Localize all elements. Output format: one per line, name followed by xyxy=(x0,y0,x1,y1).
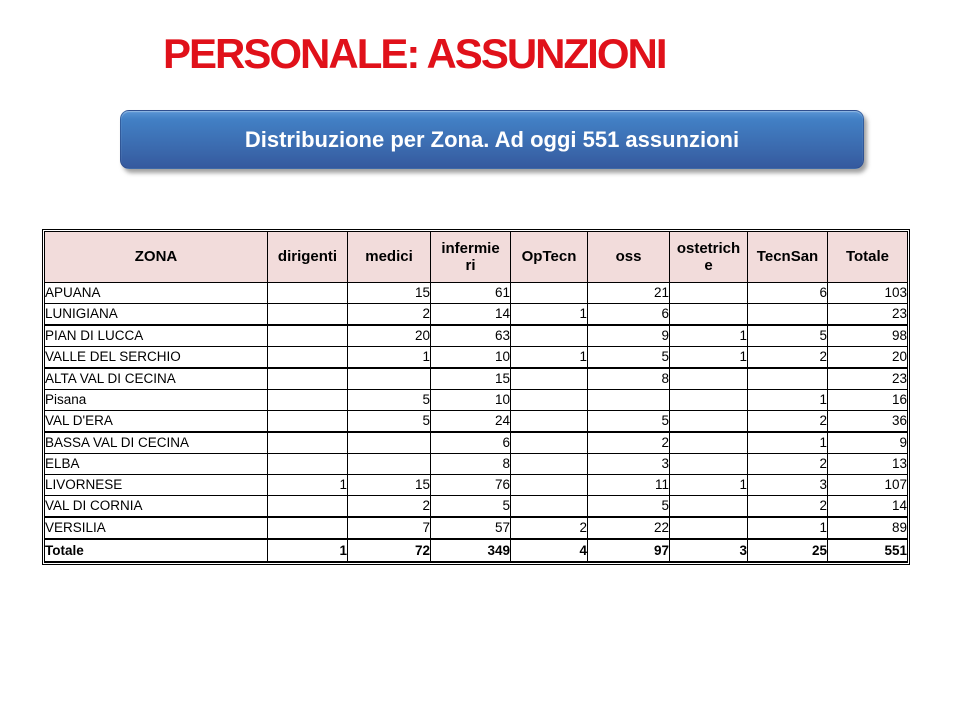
value-cell: 89 xyxy=(828,517,908,539)
value-cell xyxy=(268,517,348,539)
value-cell: 20 xyxy=(828,347,908,369)
table-row xyxy=(45,496,908,518)
col-header-infermieri: infermieri xyxy=(431,232,511,283)
value-cell: 2 xyxy=(348,304,431,326)
value-cell: 22 xyxy=(588,517,670,539)
value-cell: 2 xyxy=(748,496,828,518)
value-cell: 72 xyxy=(348,539,431,562)
value-cell: 36 xyxy=(828,411,908,433)
value-cell xyxy=(670,454,748,475)
value-cell: 11 xyxy=(588,475,670,496)
value-cell: 2 xyxy=(511,517,588,539)
value-cell: 551 xyxy=(828,539,908,562)
zona-cell: VAL D'ERA xyxy=(45,411,268,433)
value-cell xyxy=(511,475,588,496)
value-cell: 1 xyxy=(748,517,828,539)
value-cell: 5 xyxy=(588,496,670,518)
value-cell: 63 xyxy=(431,325,511,347)
value-cell: 1 xyxy=(348,347,431,369)
value-cell: 20 xyxy=(348,325,431,347)
zona-cell: BASSA VAL DI CECINA xyxy=(45,432,268,454)
table-row xyxy=(45,454,908,475)
value-cell: 349 xyxy=(431,539,511,562)
value-cell xyxy=(348,368,431,390)
value-cell: 1 xyxy=(268,475,348,496)
value-cell: 15 xyxy=(431,368,511,390)
total-row xyxy=(45,539,908,562)
value-cell xyxy=(268,390,348,411)
value-cell: 5 xyxy=(588,411,670,433)
value-cell xyxy=(268,411,348,433)
col-header-optecn: OpTecn xyxy=(511,232,588,283)
value-cell: 5 xyxy=(431,496,511,518)
value-cell: 8 xyxy=(431,454,511,475)
value-cell: 2 xyxy=(748,347,828,369)
value-cell: 10 xyxy=(431,347,511,369)
value-cell: 5 xyxy=(348,390,431,411)
zones-table-container xyxy=(42,229,910,565)
value-cell: 14 xyxy=(828,496,908,518)
value-cell xyxy=(511,390,588,411)
table-row xyxy=(45,325,908,347)
value-cell: 10 xyxy=(431,390,511,411)
value-cell: 8 xyxy=(588,368,670,390)
value-cell: 103 xyxy=(828,283,908,304)
value-cell xyxy=(268,496,348,518)
value-cell: 1 xyxy=(670,475,748,496)
value-cell: 57 xyxy=(431,517,511,539)
value-cell: 1 xyxy=(748,432,828,454)
value-cell xyxy=(348,454,431,475)
value-cell xyxy=(511,411,588,433)
zona-cell: Totale xyxy=(45,539,268,562)
value-cell: 1 xyxy=(511,347,588,369)
value-cell: 2 xyxy=(348,496,431,518)
value-cell xyxy=(748,368,828,390)
table-body xyxy=(45,283,908,563)
value-cell xyxy=(268,304,348,326)
value-cell: 15 xyxy=(348,475,431,496)
table-row xyxy=(45,283,908,304)
col-header-tecnsan: TecnSan xyxy=(748,232,828,283)
page-title: PERSONALE: ASSUNZIONI xyxy=(163,30,666,77)
value-cell xyxy=(670,432,748,454)
value-cell: 6 xyxy=(588,304,670,326)
col-header-oss: oss xyxy=(588,232,670,283)
zona-cell: VERSILIA xyxy=(45,517,268,539)
value-cell xyxy=(268,347,348,369)
value-cell: 1 xyxy=(511,304,588,326)
zona-cell: VALLE DEL SERCHIO xyxy=(45,347,268,369)
value-cell: 2 xyxy=(748,411,828,433)
col-header-medici: medici xyxy=(348,232,431,283)
value-cell xyxy=(511,496,588,518)
value-cell: 23 xyxy=(828,368,908,390)
col-header-ostetriche: ostetriche xyxy=(670,232,748,283)
banner-label: Distribuzione per Zona. Ad oggi 551 assunzioni xyxy=(244,126,740,152)
zona-cell: ELBA xyxy=(45,454,268,475)
value-cell: 6 xyxy=(431,432,511,454)
value-cell: 107 xyxy=(828,475,908,496)
value-cell: 25 xyxy=(748,539,828,562)
value-cell: 5 xyxy=(588,347,670,369)
value-cell: 5 xyxy=(348,411,431,433)
value-cell: 14 xyxy=(431,304,511,326)
value-cell xyxy=(348,432,431,454)
col-header-dirigenti: dirigenti xyxy=(268,232,348,283)
value-cell: 21 xyxy=(588,283,670,304)
value-cell xyxy=(511,325,588,347)
value-cell: 2 xyxy=(588,432,670,454)
value-cell: 1 xyxy=(670,325,748,347)
table-row xyxy=(45,432,908,454)
value-cell: 2 xyxy=(748,454,828,475)
value-cell xyxy=(670,304,748,326)
value-cell: 13 xyxy=(828,454,908,475)
table-row xyxy=(45,390,908,411)
zona-cell: APUANA xyxy=(45,283,268,304)
value-cell xyxy=(268,454,348,475)
value-cell xyxy=(268,283,348,304)
col-header-zona: ZONA xyxy=(45,232,268,283)
zona-cell: Pisana xyxy=(45,390,268,411)
value-cell: 23 xyxy=(828,304,908,326)
table-row xyxy=(45,475,908,496)
value-cell: 1 xyxy=(268,539,348,562)
value-cell xyxy=(511,454,588,475)
value-cell: 9 xyxy=(588,325,670,347)
table-row xyxy=(45,368,908,390)
table-row xyxy=(45,347,908,369)
value-cell xyxy=(670,411,748,433)
zona-cell: LUNIGIANA xyxy=(45,304,268,326)
table-row xyxy=(45,304,908,326)
banner xyxy=(120,110,864,169)
value-cell xyxy=(588,390,670,411)
value-cell: 76 xyxy=(431,475,511,496)
value-cell xyxy=(511,368,588,390)
value-cell: 3 xyxy=(588,454,670,475)
value-cell: 15 xyxy=(348,283,431,304)
value-cell: 97 xyxy=(588,539,670,562)
header-row xyxy=(45,232,908,283)
value-cell xyxy=(268,432,348,454)
table-row xyxy=(45,517,908,539)
value-cell: 61 xyxy=(431,283,511,304)
value-cell xyxy=(670,517,748,539)
value-cell xyxy=(511,432,588,454)
value-cell xyxy=(748,304,828,326)
value-cell: 7 xyxy=(348,517,431,539)
value-cell: 5 xyxy=(748,325,828,347)
value-cell: 9 xyxy=(828,432,908,454)
value-cell: 16 xyxy=(828,390,908,411)
zona-cell: VAL DI CORNIA xyxy=(45,496,268,518)
value-cell: 4 xyxy=(511,539,588,562)
value-cell xyxy=(268,368,348,390)
value-cell xyxy=(670,283,748,304)
value-cell xyxy=(670,496,748,518)
value-cell xyxy=(511,283,588,304)
zona-cell: ALTA VAL DI CECINA xyxy=(45,368,268,390)
value-cell: 6 xyxy=(748,283,828,304)
zones-table xyxy=(44,231,908,563)
value-cell: 3 xyxy=(748,475,828,496)
value-cell: 1 xyxy=(670,347,748,369)
value-cell xyxy=(268,325,348,347)
zona-cell: LIVORNESE xyxy=(45,475,268,496)
value-cell: 3 xyxy=(670,539,748,562)
table-row xyxy=(45,411,908,433)
value-cell: 1 xyxy=(748,390,828,411)
zona-cell: PIAN DI LUCCA xyxy=(45,325,268,347)
value-cell: 24 xyxy=(431,411,511,433)
value-cell xyxy=(670,368,748,390)
value-cell: 98 xyxy=(828,325,908,347)
value-cell xyxy=(670,390,748,411)
col-header-totale: Totale xyxy=(828,232,908,283)
